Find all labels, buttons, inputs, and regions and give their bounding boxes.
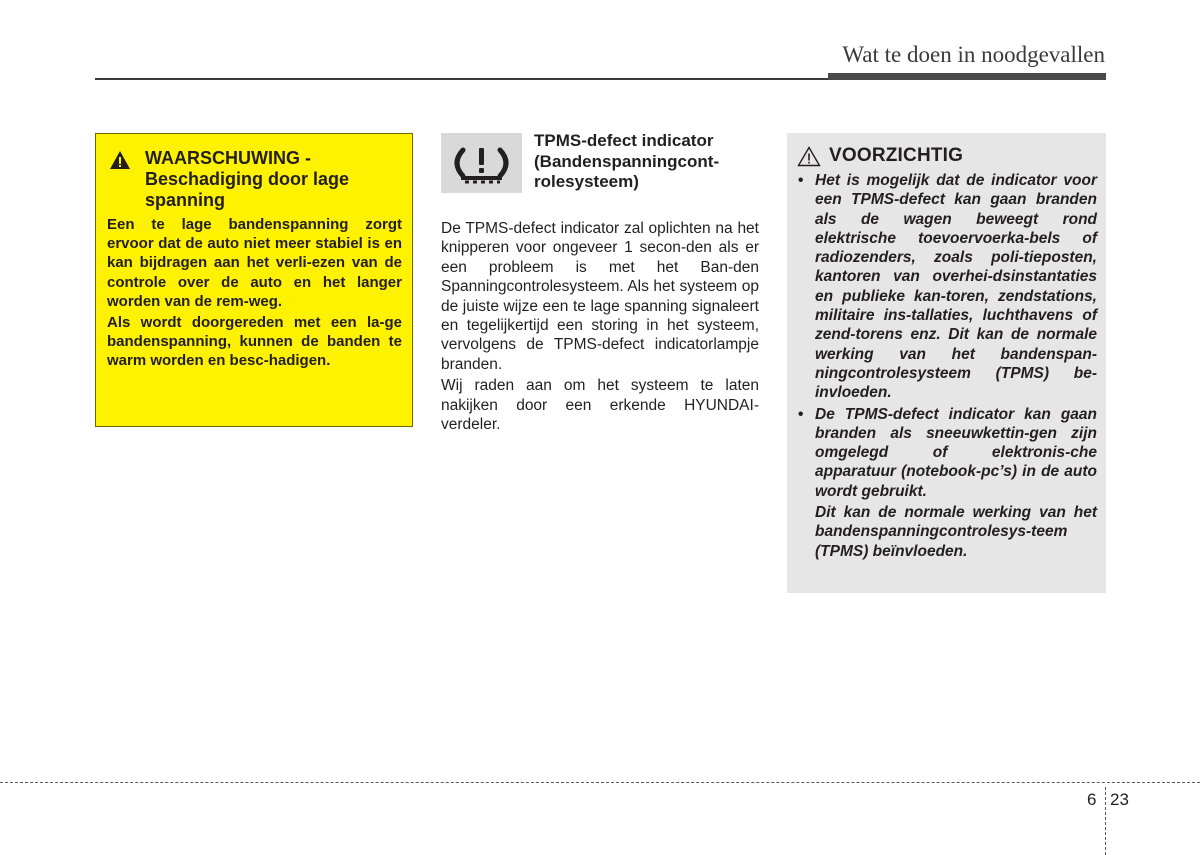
warning-paragraph-2: Als wordt doorgereden met een la-ge bandenspanning, kunnen de banden te warm worden en besc-hadigen. xyxy=(107,314,402,370)
tpms-warning-icon xyxy=(441,133,522,193)
tpms-paragraph-2: Wij raden aan om het systeem te laten nakijken door een erkende HYUNDAI-verdeler. xyxy=(441,377,759,434)
caution-item-text: Het is mogelijk dat de indicator voor een TPMS-defect kan gaan branden als de wagen beweegt rond elektrische toevoervoerka-bels of radiozenders, zoals poli-tieposten, kantoren van overhei-dsinstantaties en publieke kan-toren, zendstations, militaire ins-tallaties, luchthavens of zend-torens enz. Dit kan de normale werking van het bandenspan-ningcontrolesysteem (TPMS) be-invloeden. xyxy=(815,172,1097,402)
caution-item-text: De TPMS-defect indicator kan gaan branden als sneeuwkettin-gen zijn omgelegd of elektronis-che apparatuur (notebook-pc’s) in de auto wordt gebruikt. xyxy=(815,405,1097,500)
tpms-icon-box xyxy=(441,133,522,193)
caution-title: VOORZICHTIG xyxy=(829,145,964,166)
footer-dashed-rule xyxy=(0,782,1200,783)
header-rule-accent xyxy=(828,73,1106,80)
warning-title-line-2: Beschadiging door lage xyxy=(145,169,350,189)
bullet: • xyxy=(798,405,804,423)
caution-triangle-icon xyxy=(797,146,821,167)
tpms-body xyxy=(441,219,759,434)
tpms-paragraph-1: De TPMS-defect indicator zal oplichten na het knipperen voor ongeveer 1 secon-den als er een probleem is met het Ban-den Spanningcontrolesysteem. Als het systeem op de juiste wijze een te lage spanning signaleert en tegelijkertijd een storing in het systeem, vervolgens de TPMS-defect indicatorlampje branden. xyxy=(441,220,759,373)
header-rule xyxy=(95,78,828,80)
caution-item xyxy=(797,405,1097,561)
page-number-divider xyxy=(1105,787,1106,855)
tpms-title-line-3: rolesysteem) xyxy=(534,172,639,191)
warning-box xyxy=(95,133,413,427)
warning-title-line-1: WAARSCHUWING - xyxy=(145,148,311,168)
warning-title-line-3: spanning xyxy=(145,190,225,210)
tpms-title-line-2: (Bandenspanningcont- xyxy=(534,151,720,171)
bullet: • xyxy=(798,172,804,189)
page-header-title: Wat te doen in noodgevallen xyxy=(842,42,1105,67)
caution-item xyxy=(797,171,1097,403)
caution-item-extra: Dit kan de normale werking van het bandenspanningcontrolesys-teem (TPMS) beïnvloeden. xyxy=(815,504,1097,560)
caution-heading xyxy=(797,145,1097,167)
caution-list xyxy=(797,171,1097,561)
warning-heading xyxy=(107,148,402,211)
caution-box xyxy=(787,133,1106,593)
tpms-section-title xyxy=(534,131,764,193)
warning-title xyxy=(145,148,349,211)
section-number: 6 xyxy=(1087,790,1097,809)
warning-triangle-icon xyxy=(109,150,131,170)
warning-paragraph-1: Een te lage bandenspanning zorgt ervoor dat de auto niet meer stabiel is en kan bijdragen aan het verli-ezen van de controle over de auto en het langer worden van de rem-weg. xyxy=(107,216,402,310)
page-number: 23 xyxy=(1110,790,1129,809)
tpms-title-line-1: TPMS-defect indicator xyxy=(534,131,714,150)
